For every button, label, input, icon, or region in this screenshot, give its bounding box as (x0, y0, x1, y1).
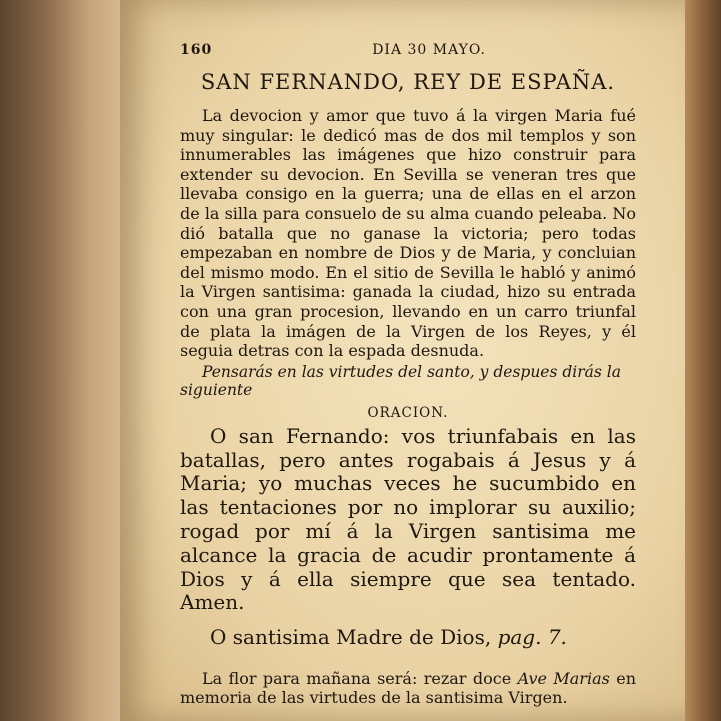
prayer-text: O san Fernando: vos triunfabais en las batallas, pero antes rogabais á Jesus y á Maria; yo muchas veces he sucumbido en las tentaciones por no implorar su auxilio; rogad por mí á la Virgen santisima me alcance la gracia de acudir prontamente á Dios y á ella siempre que sea tentado. Amen. (180, 423, 636, 615)
page-text (180, 42, 636, 707)
running-title: DIA 30 MAYO. (372, 42, 486, 58)
body-paragraph: La devocion y amor que tuvo á la virgen Maria fué muy singular: le dedicó mas de dos mil templos y son innumerables las imágenes que hizo construir para extender su devocion. En Sevilla se veneran tres que llevaba consigo en la guerra; una de ellas en el arzon de la silla para consuelo de su alma cuando peleaba. No dió batalla que no ganase la victoria; pero todas empezaban en nombre de Dios y de Maria, y concluian del mismo modo. En el sitio de Sevilla le habló y animó la Virgen santisima: ganada la ciudad, hizo su entrada con una gran procesion, llevando en un carro triunfal de plata la imágen de la Virgen de los Reyes, y él seguia detras con la espada desnuda. (180, 106, 636, 361)
chapter-title: SAN FERNANDO, REY DE ESPAÑA. (200, 70, 616, 94)
invocation (180, 625, 636, 649)
ave-marias: Ave Marias (517, 669, 610, 689)
page-reference: pag. 7. (497, 625, 567, 650)
flower-devotion (180, 669, 636, 707)
flower-rest: en memoria de las virtudes de la santisima Virgen. (180, 669, 637, 708)
meditation-instruction: Pensarás en las virtudes del santo, y despues dirás la siguiente (180, 362, 621, 399)
oracion-heading: ORACION. (367, 404, 449, 421)
page-edge (685, 0, 721, 721)
invocation-text: O santisima Madre de Dios, (210, 625, 492, 650)
flower-lead: La flor para mañana será: rezar doce (202, 669, 512, 689)
running-head (180, 42, 636, 64)
page-number: 160 (180, 42, 213, 58)
